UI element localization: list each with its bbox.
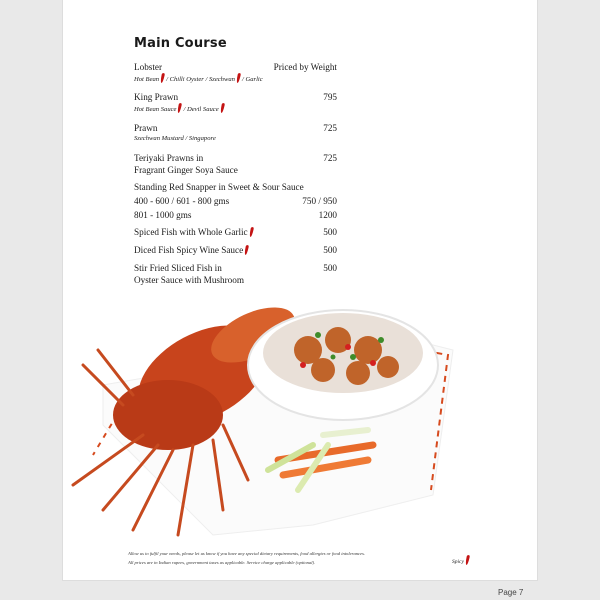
snapper-weight-row: 801 - 1000 gms 1200 — [134, 210, 337, 220]
menu-item-red-snapper: Standing Red Snapper in Sweet & Sour Sauce — [134, 182, 304, 192]
red-chili-icon — [160, 73, 165, 83]
red-chili-icon — [236, 73, 241, 83]
menu-item-diced-fish: Diced Fish Spicy Wine Sauce 500 — [134, 245, 337, 255]
menu-item-prawn: Prawn 725 Szechwan Mustard / Singapore — [134, 123, 337, 142]
menu-item-spiced-fish: Spiced Fish with Whole Garlic 500 — [134, 227, 337, 237]
item-options: Hot Bean Sauce / Devil Sauce — [134, 103, 337, 115]
item-price: 500 — [323, 263, 337, 273]
red-chili-icon — [244, 245, 249, 255]
item-price: 725 — [323, 153, 337, 163]
red-chili-icon — [177, 103, 182, 113]
item-price: 1200 — [318, 210, 337, 220]
menu-item-king-prawn: King Prawn 795 Hot Bean Sauce / Devil Sauce — [134, 92, 337, 113]
item-price: 795 — [323, 92, 337, 102]
item-price: 750 / 950 — [302, 196, 337, 206]
snapper-weight-row: 400 - 600 / 601 - 800 gms 750 / 950 — [134, 196, 337, 206]
red-chili-icon — [220, 103, 225, 113]
dietary-note: Allow us to fulfil your needs, please let us know if you have any special dietary requirements, food allergies or food intolerances. — [128, 551, 366, 556]
item-price: 725 — [323, 123, 337, 133]
menu-item-lobster: Lobster Priced by Weight Hot Bean / Chilli Oyster / Szechwan / Garlic — [134, 62, 337, 83]
menu-item-teriyaki-prawns: Teriyaki Prawns in Fragrant Ginger Soya Sauce 725 — [134, 153, 337, 175]
item-options: Hot Bean / Chilli Oyster / Szechwan / Garlic — [134, 73, 337, 85]
section-title: Main Course — [134, 36, 227, 51]
red-chili-icon — [249, 227, 254, 237]
item-price: 500 — [323, 245, 337, 255]
lobster-dish-photo — [63, 295, 463, 540]
menu-item-stir-fried-fish: Stir Fried Sliced Fish in Oyster Sauce with Mushroom 500 — [134, 263, 337, 285]
red-chili-icon — [465, 555, 470, 565]
tax-note: All prices are in Indian rupees, government taxes as applicable. Service charge applicable (optional). — [128, 560, 316, 565]
item-price: 500 — [323, 227, 337, 237]
page-number: Page 7 — [498, 588, 524, 597]
item-options: Szechwan Mustard / Singapore — [134, 135, 216, 142]
item-price: Priced by Weight — [273, 62, 337, 72]
spicy-legend: Spicy — [452, 555, 471, 565]
